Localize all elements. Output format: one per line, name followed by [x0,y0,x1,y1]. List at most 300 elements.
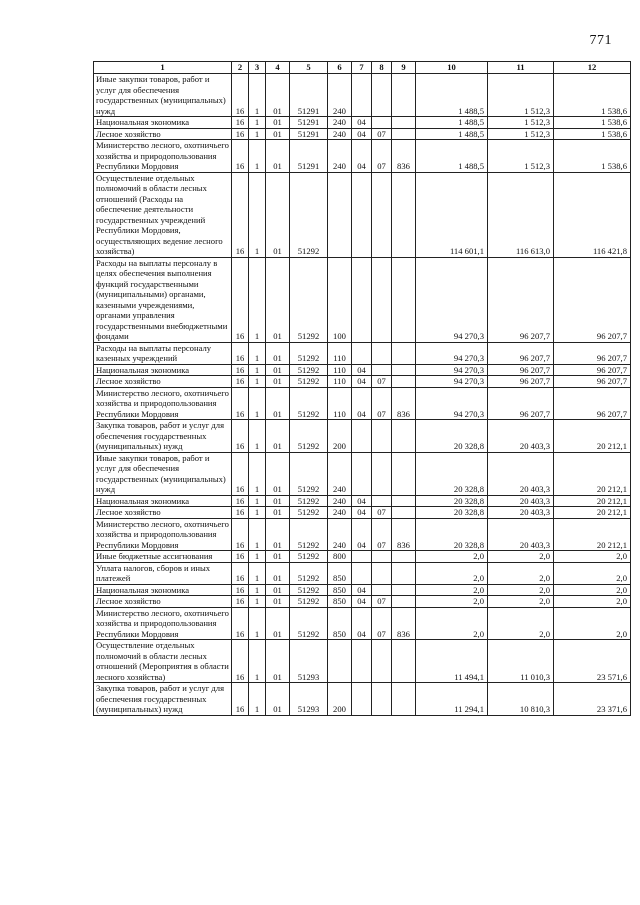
division-code: 04 [352,128,372,140]
amount-year-1: 20 328,8 [416,518,488,551]
amount-year-1: 1 488,5 [416,117,488,129]
subsection-code: 01 [266,364,290,376]
row-name: Иные закупки товаров, работ и услуг для обеспечения государственных (муниципальных) нужд [94,74,232,117]
table-row [94,562,631,584]
table-row [94,257,631,342]
row-name: Закупка товаров, работ и услуг для обеспечения государственных (муниципальных) нужд [94,683,232,716]
header-cell: 2 [232,62,249,74]
amount-year-3: 96 207,7 [554,376,631,388]
expense-type-code: 850 [328,607,352,640]
section-code: 1 [249,518,266,551]
table-row [94,596,631,608]
budget-table [93,61,631,716]
expense-type-code: 850 [328,596,352,608]
subsection-code: 01 [266,607,290,640]
table-row [94,607,631,640]
program-code: 51293 [290,640,328,683]
ministry-code [392,507,416,519]
amount-year-3: 2,0 [554,607,631,640]
amount-year-2: 20 403,3 [488,518,554,551]
subsection-code: 01 [266,376,290,388]
chapter-code: 16 [232,507,249,519]
ministry-code: 836 [392,140,416,173]
amount-year-1: 94 270,3 [416,376,488,388]
amount-year-2: 116 613,0 [488,172,554,257]
program-code: 51292 [290,562,328,584]
header-cell: 1 [94,62,232,74]
division-code: 04 [352,518,372,551]
amount-year-2: 20 403,3 [488,452,554,495]
page-number: 771 [589,33,612,48]
division-code [352,683,372,716]
header-cell: 12 [554,62,631,74]
header-cell: 10 [416,62,488,74]
header-cell: 6 [328,62,352,74]
table-row [94,551,631,563]
expense-type-code: 200 [328,420,352,453]
program-code: 51292 [290,257,328,342]
table-row [94,140,631,173]
subsection-code: 01 [266,452,290,495]
subdivision-code [372,452,392,495]
expense-type-code: 240 [328,74,352,117]
subdivision-code [372,342,392,364]
expense-type-code: 240 [328,117,352,129]
division-code [352,562,372,584]
table-row [94,387,631,420]
header-cell: 5 [290,62,328,74]
subsection-code: 01 [266,128,290,140]
subsection-code: 01 [266,172,290,257]
division-code: 04 [352,596,372,608]
subsection-code: 01 [266,117,290,129]
chapter-code: 16 [232,584,249,596]
program-code: 51292 [290,495,328,507]
amount-year-3: 20 212,1 [554,452,631,495]
header-cell: 11 [488,62,554,74]
amount-year-2: 20 403,3 [488,507,554,519]
division-code [352,551,372,563]
subdivision-code [372,683,392,716]
ministry-code [392,640,416,683]
expense-type-code: 240 [328,452,352,495]
expense-type-code: 100 [328,257,352,342]
section-code: 1 [249,172,266,257]
chapter-code: 16 [232,420,249,453]
section-code: 1 [249,364,266,376]
section-code: 1 [249,596,266,608]
division-code: 04 [352,364,372,376]
table-row [94,584,631,596]
amount-year-2: 2,0 [488,551,554,563]
ministry-code [392,420,416,453]
row-name: Расходы на выплаты персоналу в целях обеспечения выполнения функций государственными (муниципальными) органами, казенными учреждениями, органами управления государственными внебюджетными фондами [94,257,232,342]
table-body [94,74,631,716]
ministry-code [392,683,416,716]
row-name: Министерство лесного, охотничьего хозяйства и природопользования Республики Мордовия [94,387,232,420]
amount-year-3: 20 212,1 [554,420,631,453]
table-row [94,518,631,551]
subsection-code: 01 [266,551,290,563]
ministry-code: 836 [392,607,416,640]
expense-type-code: 240 [328,495,352,507]
amount-year-1: 2,0 [416,562,488,584]
chapter-code: 16 [232,257,249,342]
ministry-code [392,551,416,563]
program-code: 51291 [290,128,328,140]
subdivision-code [372,584,392,596]
amount-year-3: 2,0 [554,562,631,584]
amount-year-1: 20 328,8 [416,495,488,507]
chapter-code: 16 [232,128,249,140]
subsection-code: 01 [266,420,290,453]
amount-year-1: 94 270,3 [416,387,488,420]
ministry-code [392,495,416,507]
ministry-code [392,172,416,257]
subsection-code: 01 [266,596,290,608]
amount-year-3: 96 207,7 [554,257,631,342]
expense-type-code: 850 [328,562,352,584]
section-code: 1 [249,607,266,640]
program-code: 51291 [290,140,328,173]
chapter-code: 16 [232,551,249,563]
header-cell: 3 [249,62,266,74]
row-name: Осуществление отдельных полномочий в области лесных отношений (Расходы на обеспечение деятельности государственных учреждений Республики Мордовия, осуществляющих ведение лесного хозяйства) [94,172,232,257]
section-code: 1 [249,683,266,716]
amount-year-3: 20 212,1 [554,518,631,551]
program-code: 51291 [290,117,328,129]
program-code: 51292 [290,376,328,388]
ministry-code [392,257,416,342]
subsection-code: 01 [266,387,290,420]
table-row [94,117,631,129]
row-name: Министерство лесного, охотничьего хозяйства и природопользования Республики Мордовия [94,518,232,551]
chapter-code: 16 [232,172,249,257]
amount-year-2: 96 207,7 [488,387,554,420]
table-row [94,683,631,716]
table-row [94,74,631,117]
division-code: 04 [352,376,372,388]
section-code: 1 [249,551,266,563]
division-code: 04 [352,117,372,129]
section-code: 1 [249,452,266,495]
section-code: 1 [249,584,266,596]
section-code: 1 [249,387,266,420]
amount-year-3: 1 538,6 [554,74,631,117]
amount-year-1: 94 270,3 [416,342,488,364]
subsection-code: 01 [266,257,290,342]
chapter-code: 16 [232,74,249,117]
ministry-code [392,128,416,140]
amount-year-2: 20 403,3 [488,420,554,453]
program-code: 51292 [290,452,328,495]
amount-year-2: 96 207,7 [488,376,554,388]
row-name: Лесное хозяйство [94,376,232,388]
amount-year-2: 96 207,7 [488,342,554,364]
division-code [352,74,372,117]
program-code: 51292 [290,387,328,420]
row-name: Уплата налогов, сборов и иных платежей [94,562,232,584]
row-name: Лесное хозяйство [94,128,232,140]
section-code: 1 [249,376,266,388]
amount-year-2: 1 512,3 [488,74,554,117]
chapter-code: 16 [232,342,249,364]
ministry-code [392,117,416,129]
subsection-code: 01 [266,507,290,519]
division-code [352,640,372,683]
amount-year-1: 2,0 [416,584,488,596]
ministry-code [392,596,416,608]
subdivision-code: 07 [372,140,392,173]
subsection-code: 01 [266,683,290,716]
expense-type-code [328,640,352,683]
subdivision-code: 07 [372,607,392,640]
section-code: 1 [249,117,266,129]
header-row [94,62,631,74]
division-code: 04 [352,140,372,173]
amount-year-2: 96 207,7 [488,364,554,376]
subsection-code: 01 [266,342,290,364]
expense-type-code: 800 [328,551,352,563]
amount-year-3: 2,0 [554,596,631,608]
amount-year-1: 20 328,8 [416,452,488,495]
amount-year-3: 2,0 [554,551,631,563]
row-name: Национальная экономика [94,364,232,376]
row-name: Иные закупки товаров, работ и услуг для обеспечения государственных (муниципальных) нужд [94,452,232,495]
amount-year-3: 96 207,7 [554,387,631,420]
amount-year-1: 2,0 [416,607,488,640]
section-code: 1 [249,495,266,507]
chapter-code: 16 [232,495,249,507]
table-row [94,376,631,388]
amount-year-2: 2,0 [488,596,554,608]
ministry-code: 836 [392,518,416,551]
program-code: 51292 [290,342,328,364]
chapter-code: 16 [232,596,249,608]
division-code [352,257,372,342]
table-row [94,507,631,519]
amount-year-3: 1 538,6 [554,117,631,129]
subsection-code: 01 [266,495,290,507]
ministry-code: 836 [392,387,416,420]
amount-year-3: 23 571,6 [554,640,631,683]
row-name: Иные бюджетные ассигнования [94,551,232,563]
ministry-code [392,74,416,117]
chapter-code: 16 [232,140,249,173]
row-name: Национальная экономика [94,495,232,507]
subdivision-code [372,640,392,683]
header-cell: 7 [352,62,372,74]
amount-year-1: 1 488,5 [416,128,488,140]
section-code: 1 [249,257,266,342]
division-code: 04 [352,607,372,640]
expense-type-code: 240 [328,507,352,519]
amount-year-2: 2,0 [488,607,554,640]
chapter-code: 16 [232,376,249,388]
section-code: 1 [249,342,266,364]
division-code: 04 [352,495,372,507]
amount-year-1: 11 294,1 [416,683,488,716]
chapter-code: 16 [232,387,249,420]
amount-year-1: 20 328,8 [416,420,488,453]
subsection-code: 01 [266,584,290,596]
subsection-code: 01 [266,562,290,584]
chapter-code: 16 [232,364,249,376]
amount-year-2: 20 403,3 [488,495,554,507]
row-name: Лесное хозяйство [94,596,232,608]
division-code [352,452,372,495]
subdivision-code [372,551,392,563]
chapter-code: 16 [232,640,249,683]
program-code: 51291 [290,74,328,117]
expense-type-code: 110 [328,364,352,376]
amount-year-1: 20 328,8 [416,507,488,519]
table-row [94,342,631,364]
program-code: 51292 [290,420,328,453]
program-code: 51292 [290,364,328,376]
ministry-code [392,364,416,376]
ministry-code [392,584,416,596]
chapter-code: 16 [232,452,249,495]
section-code: 1 [249,74,266,117]
amount-year-3: 20 212,1 [554,507,631,519]
amount-year-2: 10 810,3 [488,683,554,716]
division-code: 04 [352,507,372,519]
program-code: 51293 [290,683,328,716]
header-cell: 4 [266,62,290,74]
table-row [94,128,631,140]
program-code: 51292 [290,607,328,640]
ministry-code [392,452,416,495]
amount-year-1: 2,0 [416,551,488,563]
chapter-code: 16 [232,518,249,551]
row-name: Национальная экономика [94,117,232,129]
expense-type-code: 240 [328,518,352,551]
row-name: Закупка товаров, работ и услуг для обеспечения государственных (муниципальных) нужд [94,420,232,453]
subdivision-code: 07 [372,387,392,420]
amount-year-1: 1 488,5 [416,140,488,173]
subsection-code: 01 [266,518,290,551]
subsection-code: 01 [266,140,290,173]
ministry-code [392,376,416,388]
amount-year-1: 2,0 [416,596,488,608]
amount-year-3: 96 207,7 [554,342,631,364]
subdivision-code: 07 [372,376,392,388]
table-row [94,172,631,257]
subdivision-code [372,562,392,584]
subdivision-code [372,74,392,117]
division-code: 04 [352,584,372,596]
subdivision-code [372,420,392,453]
section-code: 1 [249,507,266,519]
table-row [94,495,631,507]
program-code: 51292 [290,518,328,551]
expense-type-code: 240 [328,128,352,140]
program-code: 51292 [290,584,328,596]
row-name: Осуществление отдельных полномочий в области лесных отношений (Мероприятия в области лесного хозяйства) [94,640,232,683]
amount-year-2: 1 512,3 [488,140,554,173]
amount-year-2: 1 512,3 [488,128,554,140]
table-row [94,420,631,453]
amount-year-2: 1 512,3 [488,117,554,129]
division-code [352,172,372,257]
subdivision-code: 07 [372,507,392,519]
row-name: Министерство лесного, охотничьего хозяйства и природопользования Республики Мордовия [94,140,232,173]
section-code: 1 [249,640,266,683]
row-name: Национальная экономика [94,584,232,596]
amount-year-2: 96 207,7 [488,257,554,342]
amount-year-3: 20 212,1 [554,495,631,507]
section-code: 1 [249,420,266,453]
expense-type-code [328,172,352,257]
division-code [352,420,372,453]
chapter-code: 16 [232,607,249,640]
amount-year-1: 114 601,1 [416,172,488,257]
amount-year-1: 1 488,5 [416,74,488,117]
amount-year-3: 96 207,7 [554,364,631,376]
subdivision-code: 07 [372,596,392,608]
ministry-code [392,562,416,584]
row-name: Министерство лесного, охотничьего хозяйства и природопользования Республики Мордовия [94,607,232,640]
expense-type-code: 850 [328,584,352,596]
amount-year-1: 11 494,1 [416,640,488,683]
expense-type-code: 110 [328,387,352,420]
program-code: 51292 [290,172,328,257]
subdivision-code [372,495,392,507]
amount-year-3: 23 371,6 [554,683,631,716]
expense-type-code: 240 [328,140,352,173]
subdivision-code: 07 [372,128,392,140]
table-row [94,452,631,495]
subdivision-code [372,117,392,129]
section-code: 1 [249,128,266,140]
amount-year-2: 2,0 [488,584,554,596]
expense-type-code: 110 [328,342,352,364]
amount-year-2: 2,0 [488,562,554,584]
subdivision-code: 07 [372,518,392,551]
subsection-code: 01 [266,74,290,117]
header-cell: 8 [372,62,392,74]
row-name: Лесное хозяйство [94,507,232,519]
amount-year-3: 2,0 [554,584,631,596]
amount-year-3: 1 538,6 [554,128,631,140]
program-code: 51292 [290,596,328,608]
chapter-code: 16 [232,117,249,129]
table-row [94,640,631,683]
chapter-code: 16 [232,683,249,716]
amount-year-3: 116 421,8 [554,172,631,257]
amount-year-1: 94 270,3 [416,364,488,376]
subsection-code: 01 [266,640,290,683]
expense-type-code: 110 [328,376,352,388]
amount-year-3: 1 538,6 [554,140,631,173]
ministry-code [392,342,416,364]
expense-type-code: 200 [328,683,352,716]
subdivision-code [372,172,392,257]
division-code [352,342,372,364]
amount-year-2: 11 010,3 [488,640,554,683]
section-code: 1 [249,562,266,584]
subdivision-code [372,364,392,376]
row-name: Расходы на выплаты персоналу казенных учреждений [94,342,232,364]
table-row [94,364,631,376]
header-cell: 9 [392,62,416,74]
program-code: 51292 [290,507,328,519]
subdivision-code [372,257,392,342]
division-code: 04 [352,387,372,420]
amount-year-1: 94 270,3 [416,257,488,342]
section-code: 1 [249,140,266,173]
